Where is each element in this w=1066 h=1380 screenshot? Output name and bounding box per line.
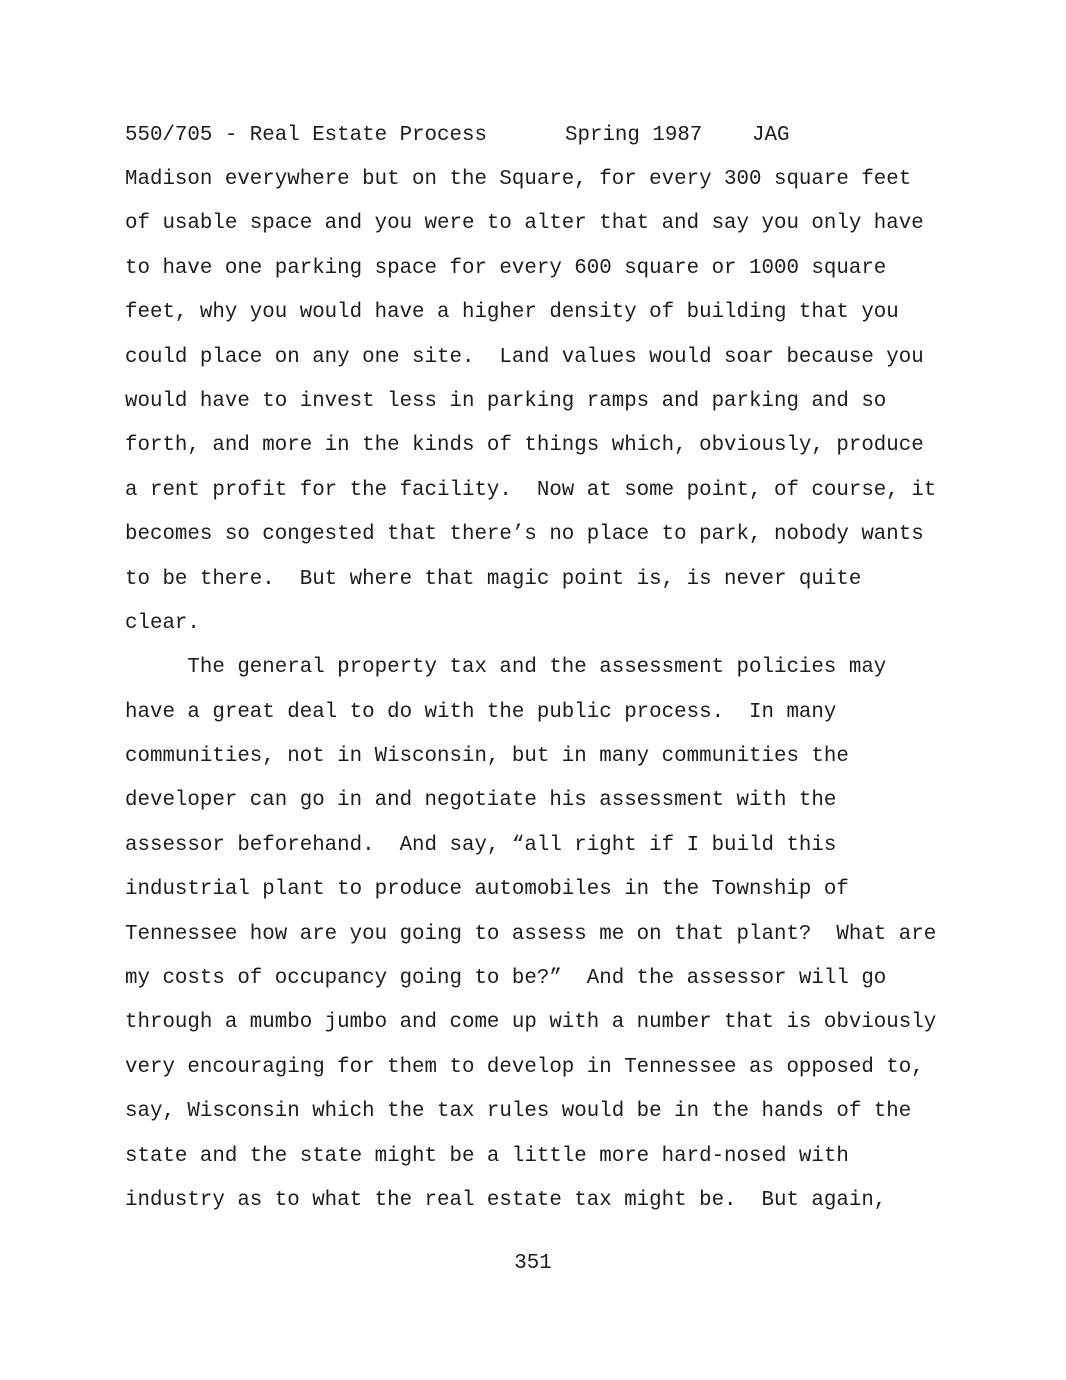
term-label: Spring 1987 (565, 124, 703, 147)
text-line: industrial plant to produce automobiles in the Township of (125, 878, 849, 902)
text-line: clear. (125, 611, 200, 635)
text-line: say, Wisconsin which the tax rules would be in the hands of the (125, 1100, 912, 1124)
text-line: forth, and more in the kinds of things which, obviously, produce (125, 434, 924, 458)
transcript-body (125, 167, 985, 1232)
course-title: 550/705 - Real Estate Process (125, 124, 487, 147)
text-line: through a mumbo jumbo and come up with a number that is obviously (125, 1011, 937, 1035)
text-line: to have one parking space for every 600 square or 1000 square (125, 256, 887, 280)
text-line: assessor beforehand. And say, “all right if I build this (125, 833, 837, 857)
text-line: The general property tax and the assessment policies may (125, 656, 887, 680)
text-line: feet, why you would have a higher density of building that you (125, 301, 899, 325)
text-line: industry as to what the real estate tax might be. But again, (125, 1188, 887, 1212)
page-number: 351 (514, 1252, 552, 1275)
page-header (125, 123, 790, 149)
text-line: could place on any one site. Land values would soar because you (125, 345, 924, 369)
text-line: communities, not in Wisconsin, but in many communities the (125, 745, 849, 769)
text-line: Tennessee how are you going to assess me on that plant? What are (125, 922, 937, 946)
author-initials: JAG (752, 124, 790, 147)
text-line: becomes so congested that there’s no place to park, nobody wants (125, 523, 924, 547)
text-line: very encouraging for them to develop in Tennessee as opposed to, (125, 1055, 924, 1079)
text-line: of usable space and you were to alter that and say you only have (125, 212, 924, 236)
text-line: my costs of occupancy going to be?” And the assessor will go (125, 967, 887, 991)
text-line: have a great deal to do with the public process. In many (125, 700, 837, 724)
text-line: a rent profit for the facility. Now at some point, of course, it (125, 478, 937, 502)
text-line: state and the state might be a little more hard-nosed with (125, 1144, 849, 1168)
text-line: to be there. But where that magic point is, is never quite (125, 567, 862, 591)
text-line: developer can go in and negotiate his assessment with the (125, 789, 837, 813)
text-line: would have to invest less in parking ramps and parking and so (125, 389, 887, 413)
text-line: Madison everywhere but on the Square, for every 300 square feet (125, 168, 912, 191)
